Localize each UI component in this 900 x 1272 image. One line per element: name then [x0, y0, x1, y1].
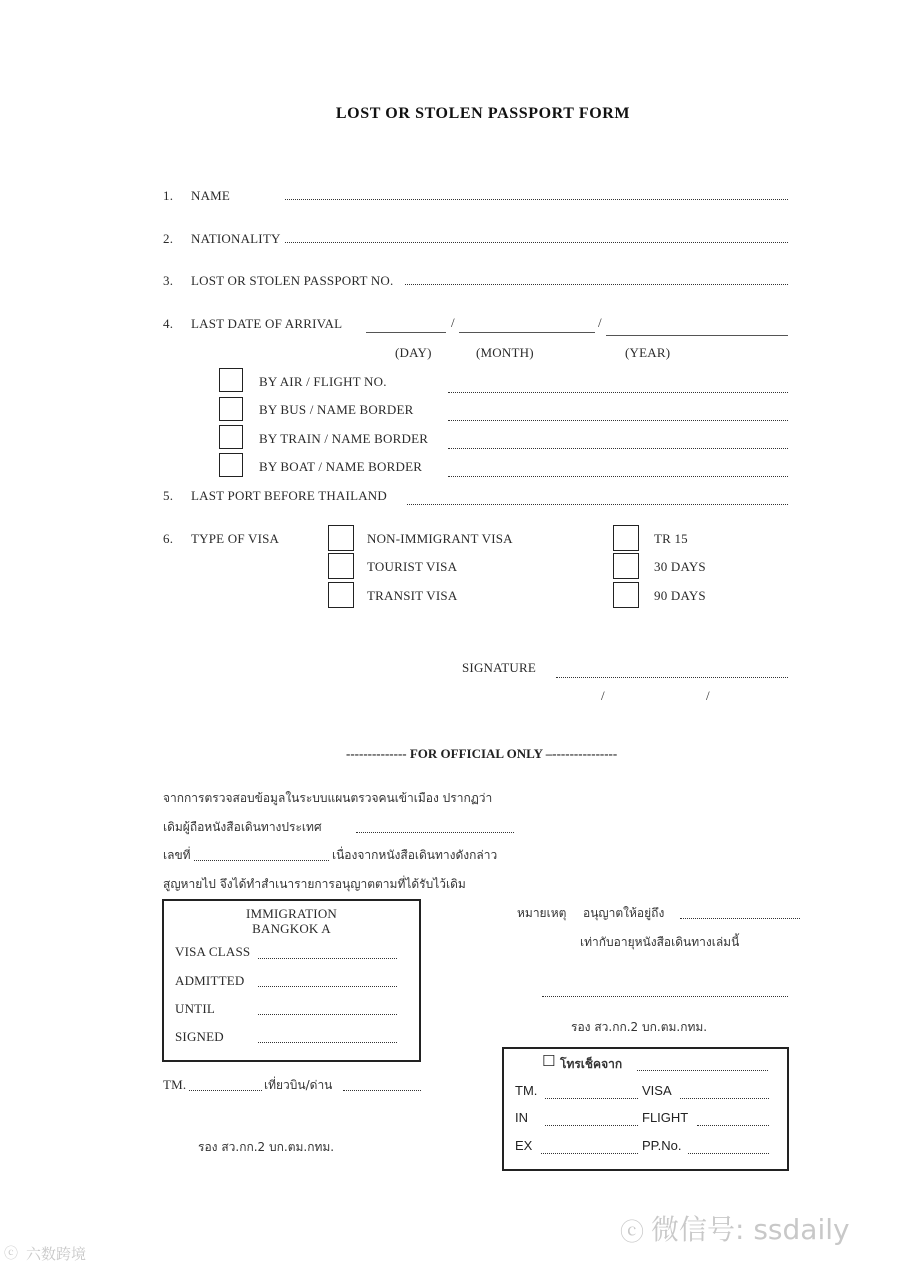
form-title: LOST OR STOLEN PASSPORT FORM [335, 105, 631, 122]
note-label: หมายเหตุ [517, 906, 567, 920]
non-immigrant-visa-checkbox[interactable] [328, 525, 354, 551]
note-line-2: เท่ากับอายุหนังสือเดินทางเล่มนี้ [580, 935, 740, 949]
official-text-line-2: เดิมผู้ถือหนังสือเดินทางประเทศ [163, 820, 322, 834]
by-boat-label: BY BOAT / NAME BORDER [259, 459, 423, 474]
transfer-title: โทรเช็คจาก [560, 1057, 623, 1071]
30-days-checkbox[interactable] [613, 553, 639, 579]
field-name-label: NAME [191, 188, 231, 203]
field-6-number: 6. [163, 531, 174, 546]
signature-label: SIGNATURE [462, 660, 537, 675]
arrival-year-line[interactable] [606, 335, 788, 336]
by-train-checkbox[interactable] [219, 425, 243, 449]
transit-visa-checkbox[interactable] [328, 582, 354, 608]
signature-input-line[interactable] [556, 677, 788, 678]
transfer-flight-line[interactable] [697, 1125, 769, 1126]
nationality-input-line[interactable] [285, 242, 788, 243]
stamp-visa-class-line[interactable] [258, 958, 397, 959]
by-bus-checkbox[interactable] [219, 397, 243, 421]
field-3-number: 3. [163, 273, 174, 288]
official-only-header: -------------- FOR OFFICIAL ONLY –--------------- [346, 746, 618, 761]
note-permit-label: อนุญาตให้อยู่ถึง [583, 906, 665, 920]
transfer-tm-label: TM. [515, 1083, 538, 1098]
field-arrival-label: LAST DATE OF ARRIVAL [191, 316, 343, 331]
official-text-line-1: จากการตรวจสอบข้อมูลในระบบแผนตรวจคนเข้าเมือง ปรากฏว่า [163, 791, 493, 805]
date-year-caption: (YEAR) [625, 345, 671, 360]
watermark-wechat-id: 微信号: ssdaily [651, 1213, 850, 1246]
by-train-label: BY TRAIN / NAME BORDER [259, 431, 429, 446]
by-air-checkbox[interactable] [219, 368, 243, 392]
30-days-label: 30 DAYS [654, 559, 706, 574]
passport-no-input-line[interactable] [405, 284, 788, 285]
official-text-line-3a: เลขที่ [163, 848, 191, 862]
transfer-ex-label: EX [515, 1138, 533, 1153]
field-last-port-label: LAST PORT BEFORE THAILAND [191, 488, 387, 503]
tourist-visa-label: TOURIST VISA [367, 559, 458, 574]
by-air-label: BY AIR / FLIGHT NO. [259, 374, 387, 389]
transfer-in-label: IN [515, 1110, 528, 1125]
field-1-number: 1. [163, 188, 174, 203]
stamp-title-line-2: BANGKOK A [252, 921, 331, 936]
note-permit-line[interactable] [680, 918, 800, 919]
watermark-brand: 六数跨境 [26, 1245, 87, 1263]
stamp-visa-class-label: VISA CLASS [175, 944, 251, 959]
train-border-input-line[interactable] [448, 448, 788, 449]
date-month-caption: (MONTH) [476, 345, 534, 360]
field-passport-label: LOST OR STOLEN PASSPORT NO. [191, 273, 394, 288]
by-boat-checkbox[interactable] [219, 453, 243, 477]
date-day-caption: (DAY) [395, 345, 432, 360]
transfer-visa-label: VISA [642, 1083, 672, 1098]
transfer-visa-line[interactable] [680, 1098, 769, 1099]
stamp-title-line-1: IMMIGRATION [245, 906, 338, 921]
logo-icon: ⓒ [4, 1246, 18, 1262]
field-visa-type-label: TYPE OF VISA [191, 531, 280, 546]
tourist-visa-checkbox[interactable] [328, 553, 354, 579]
tm-flight-label: เที่ยวบิน/ด่าน [264, 1078, 333, 1092]
stamp-until-line[interactable] [258, 1014, 397, 1015]
arrival-day-line[interactable] [366, 332, 446, 333]
stamp-admitted-line[interactable] [258, 986, 397, 987]
field-nationality-label: NATIONALITY [191, 231, 281, 246]
bus-border-input-line[interactable] [448, 420, 788, 421]
tm-flight-input-line[interactable] [343, 1090, 421, 1091]
field-5-number: 5. [163, 488, 174, 503]
signature-date-sep-2: / [706, 688, 710, 703]
arrival-month-line[interactable] [459, 332, 595, 333]
transfer-ppno-line[interactable] [688, 1153, 769, 1154]
by-bus-label: BY BUS / NAME BORDER [259, 402, 414, 417]
90-days-checkbox[interactable] [613, 582, 639, 608]
right-signature-line[interactable] [542, 996, 788, 997]
tr15-label: TR 15 [654, 531, 688, 546]
transfer-in-line[interactable] [545, 1125, 638, 1126]
transfer-source-line[interactable] [637, 1070, 768, 1071]
field-4-number: 4. [163, 316, 174, 331]
tr15-checkbox[interactable] [613, 525, 639, 551]
date-separator-2: / [598, 315, 602, 330]
name-input-line[interactable] [285, 199, 788, 200]
signer-right: รอง สว.กก.2 บก.ตม.กทม. [571, 1020, 708, 1034]
last-port-input-line[interactable] [407, 504, 788, 505]
transit-visa-label: TRANSIT VISA [367, 588, 458, 603]
stamp-until-label: UNTIL [175, 1001, 215, 1016]
transfer-flight-label: FLIGHT [642, 1110, 689, 1125]
transfer-ppno-label: PP.No. [642, 1138, 682, 1153]
wechat-logo-icon: ⓒ [620, 1218, 644, 1246]
transfer-checkbox[interactable]: ☐ [542, 1053, 556, 1070]
date-separator-1: / [451, 315, 455, 330]
stamp-signed-line[interactable] [258, 1042, 397, 1043]
non-immigrant-visa-label: NON-IMMIGRANT VISA [367, 531, 513, 546]
signer-left: รอง สว.กก.2 บก.ตม.กทม. [198, 1140, 335, 1154]
official-text-line-3b: เนื่องจากหนังสือเดินทางดังกล่าว [332, 848, 498, 862]
official-text-line-4: สูญหายไป จึงได้ทำสำเนารายการอนุญาตตามที่ได้รับไว้เดิม [163, 877, 466, 891]
stamp-admitted-label: ADMITTED [175, 973, 245, 988]
flight-no-input-line[interactable] [448, 392, 788, 393]
signature-date-sep-1: / [601, 688, 605, 703]
boat-border-input-line[interactable] [448, 476, 788, 477]
tm-input-line[interactable] [189, 1090, 262, 1091]
90-days-label: 90 DAYS [654, 588, 706, 603]
official-passport-no-line[interactable] [194, 860, 329, 861]
stamp-signed-label: SIGNED [175, 1029, 224, 1044]
transfer-ex-line[interactable] [541, 1153, 638, 1154]
field-2-number: 2. [163, 231, 174, 246]
transfer-tm-line[interactable] [545, 1098, 638, 1099]
tm-label: TM. [163, 1077, 187, 1092]
official-country-line[interactable] [356, 832, 514, 833]
